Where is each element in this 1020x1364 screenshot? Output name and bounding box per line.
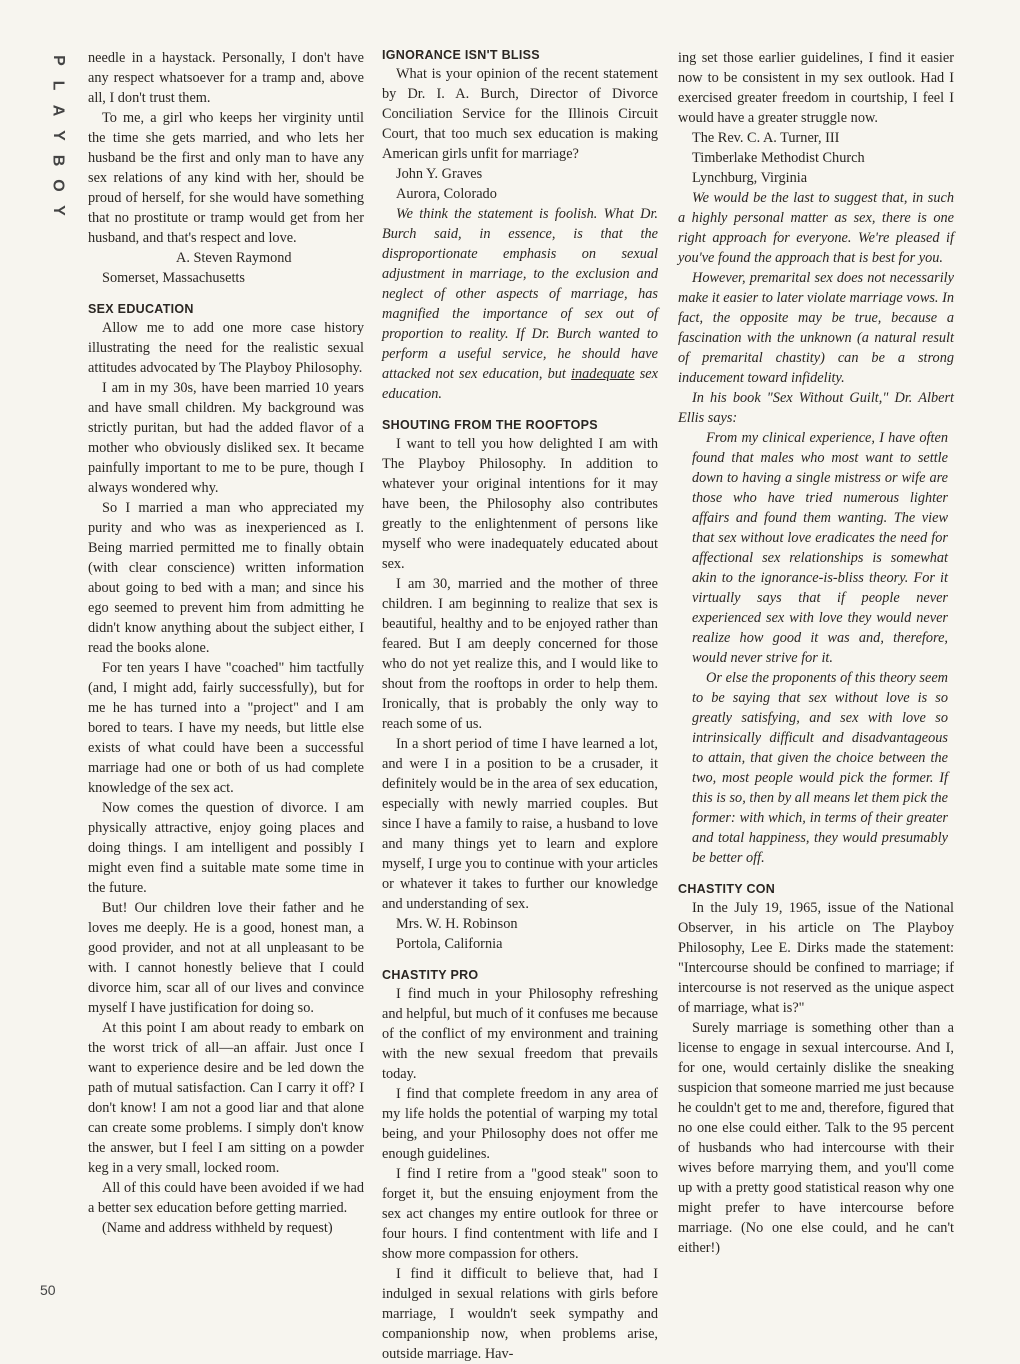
letter-paragraph: Surely marriage is something other than a license to engage in sexual intercourse. And I, for one, would certainly dislike the sneaking suspicion that someone married me just because he couldn't get to me and, therefore, figured that no one else could either. Talk to the 95 percent of husbands who had intercourse with their wives before marrying them, and you'll come up with a pretty good statistical reason why one might prefer to have intercourse before marriage. (No one else could, and he can't either!) [678, 1020, 954, 1256]
section-heading: IGNORANCE ISN'T BLISS [382, 48, 540, 62]
magazine-label-letter: A [49, 104, 67, 117]
magazine-label-letter: Y [49, 205, 67, 216]
editor-reply-text: sex education. [382, 366, 658, 402]
letter-paragraph: All of this could have been avoided if we had a better sex education before getting married. [88, 1180, 364, 1216]
column-1 [88, 48, 364, 1238]
signature-withheld: (Name and address withheld by request) [102, 1220, 333, 1236]
magazine-label-letter: O [49, 179, 67, 192]
letter-paragraph: So I married a man who appreciated my purity and who was as inexperienced as I. Being married permitted me to finally obtain (with clear conscience) written information about going to bed with a man; and since his ego seemed to prevent him from admitting he didn't know anything about the subject either, I read the books alone. [88, 500, 364, 656]
page-number: 50 [40, 1282, 56, 1298]
letter-paragraph: I find much in your Philosophy refreshing and helpful, but much of it confuses me because of the conflict of my environment and training with the new sexual freedom that prevails today. [382, 986, 658, 1082]
signature-name: Mrs. W. H. Robinson [396, 916, 518, 932]
editor-reply-paragraph: We would be the last to suggest that, in such a highly personal matter as sex, there is one right approach for everyone. We're pleased if you've found the approach that is best for you. [678, 190, 954, 266]
editor-reply-paragraph [382, 204, 658, 404]
letter-paragraph: I am in my 30s, have been married 10 years and have small children. My background was strictly puritan, but had the added flavor of a mother who obviously disliked sex. It became painfully important to me to be pure, though I always wondered why. [88, 380, 364, 496]
letter-paragraph: At this point I am about ready to embark on the worst trick of all—an affair. Just once I want to experience desire and be led down the path of mutual satisfaction. Can I carry it off? I don't know! I am not a good liar and that alone can create some problems. I simply don't know the answer, but I feel I am sitting on a powder keg in a very small, locked room. [88, 1020, 364, 1176]
signature-place: Portola, California [396, 936, 503, 952]
signature-place: Somerset, Massachusetts [102, 270, 245, 286]
magazine-label-letter: B [49, 154, 67, 167]
letter-paragraph: In a short period of time I have learned a lot, and were I in a position to be a crusader, it definitely would be in the area of sex education, especially with newly married couples. But since I have a family to raise, a husband to love and many things yet to learn and explore myself, I urge you to continue with your articles or whatever it takes to further our knowledge and understanding of sex. [382, 736, 658, 912]
quote-paragraph: Or else the proponents of this theory seem to be saying that sex without love is so greatly satisfying, and sex with love so intrinsically difficult and disadvantageous to attain, that given the choice between the two, most people would pick the former. If this is so, then by all means let them pick the former: with which, in terms of their greater and total happiness, they would presumably be better off. [692, 670, 948, 866]
magazine-label-letter: Y [49, 130, 67, 141]
magazine-label-letter: P [49, 55, 67, 66]
editor-reply-paragraph: However, premarital sex does not necessarily make it easier to later violate marriage vows. In fact, the opposite may be true, because a fascination with the unknown (a natural result of premarital chastity) can be a strong inducement toward infidelity. [678, 270, 954, 386]
signature-place: Aurora, Colorado [396, 186, 497, 202]
letter-paragraph: I find that complete freedom in any area of my life holds the potential of warping my total being, and your Philosophy does not offer me enough guidelines. [382, 1086, 658, 1162]
editor-reply [678, 188, 954, 428]
letter-paragraph: I want to tell you how delighted I am with The Playboy Philosophy. In addition to whatever your original intentions for it may have been, the Philosophy also contributes greatly to the enlightenment of persons like myself who were inadequately educated about sex. [382, 436, 658, 572]
column-2 [382, 48, 658, 1364]
letter-paragraph: I find I retire from a "good steak" soon to forget it, but the ensuing enjoyment from the sex act changes my entire outlook for three or four hours. I find contentment with life and I show more compassion for others. [382, 1166, 658, 1262]
editor-reply-text: We think the statement is foolish. What Dr. Burch said, in essence, is that the disproportionate emphasis on sexual adjustment in marriage, to the exclusion and neglect of other aspects of marriage, has magnified the importance of sex out of proportion to reality. If Dr. Burch wanted to perform a useful service, he should have attacked not sex education, but [382, 206, 658, 382]
editor-reply [382, 204, 658, 404]
editor-reply-emphasis: inadequate [571, 366, 635, 382]
signature-place: Lynchburg, Virginia [692, 170, 808, 186]
letter-paragraph: needle in a haystack. Personally, I don't have any respect whatsoever for a tramp and, above all, I don't trust them. [88, 50, 364, 106]
section-heading: SHOUTING FROM THE ROOFTOPS [382, 418, 598, 432]
signature-affiliation: Timberlake Methodist Church [692, 150, 865, 166]
magazine-label [47, 48, 69, 223]
block-quote [678, 428, 954, 868]
quote-paragraph: From my clinical experience, I have often found that males who most want to settle down to having a single mistress or wife are those who have tried numerous lighter affairs and found them wanting. The view that sex without love eradicates the need for affectional sex relationships is somewhat akin to the ignorance-is-bliss theory. For it virtually says that if people never experienced sex with love they would never realize how good it was and, therefore, would never strive for it. [692, 430, 948, 666]
letter-paragraph: Allow me to add one more case history illustrating the need for the realistic sexual attitudes advocated by The Playboy Philosophy. [88, 320, 364, 376]
letter-paragraph: Now comes the question of divorce. I am physically attractive, enjoy going places and doing things. I am intelligent and possibly I might even find a suitable mate some time in the future. [88, 800, 364, 896]
signature-name: John Y. Graves [396, 166, 483, 182]
letter-paragraph: What is your opinion of the recent statement by Dr. I. A. Burch, Director of Divorce Conciliation Service for the Illinois Circuit Court, that too much sex education is making American girls unfit for marriage? [382, 66, 658, 162]
editor-reply-paragraph: In his book "Sex Without Guilt," Dr. Albert Ellis says: [678, 390, 954, 426]
section-heading: CHASTITY PRO [382, 968, 479, 982]
letter-paragraph: But! Our children love their father and he loves me deeply. He is a good, honest man, a good provider, and not at all unpleasant to be with. I cannot honestly believe that I could divorce him, scar all of our lives and convince myself I have justification for doing so. [88, 900, 364, 1016]
letter-paragraph: I find it difficult to believe that, had I indulged in sexual relations with girls before marriage, I wouldn't seek sympathy and companionship now, when problems arise, outside marriage. Hav- [382, 1266, 658, 1362]
column-3 [678, 48, 954, 1258]
section-heading: CHASTITY CON [678, 882, 776, 896]
section-heading: SEX EDUCATION [88, 302, 194, 316]
letter-paragraph: For ten years I have "coached" him tactfully (and, I might add, fairly successfully), but for me he has turned into a "project" and I am bored to tears. I have my needs, but little else exists of what could have been a successful marriage had one or both of us had complete knowledge of the sex act. [88, 660, 364, 796]
letter-paragraph: In the July 19, 1965, issue of the National Observer, in his article on The Playboy Philosophy, Lee E. Dirks made the statement: "Intercourse should be confined to marriage; if intercourse is not reserved as the unique aspect of marriage, what is?" [678, 900, 954, 1016]
letter-paragraph: ing set those earlier guidelines, I find it easier now to be consistent in my sex outlook. Had I exercised greater freedom in courtship, I feel I would have a greater struggle now. [678, 50, 954, 126]
letter-paragraph: I am 30, married and the mother of three children. I am beginning to realize that sex is beautiful, healthy and to be enjoyed rather than feared. But I am deeply concerned for those who do not yet realize this, and I would like to shout from the rooftops in order to help them. Ironically, that is probably the only way to reach some of us. [382, 576, 658, 732]
signature-name: A. Steven Raymond [176, 250, 292, 266]
letter-paragraph: To me, a girl who keeps her virginity until the time she gets married, and who lets her husband be the first and only man to have any sex relations of any kind with her, should be proud of herself, for she would have something that no prostitute or tramp would get from her husband, and that's respect and love. [88, 110, 364, 246]
magazine-label-letter: L [49, 80, 67, 91]
signature-name: The Rev. C. A. Turner, III [692, 130, 840, 146]
